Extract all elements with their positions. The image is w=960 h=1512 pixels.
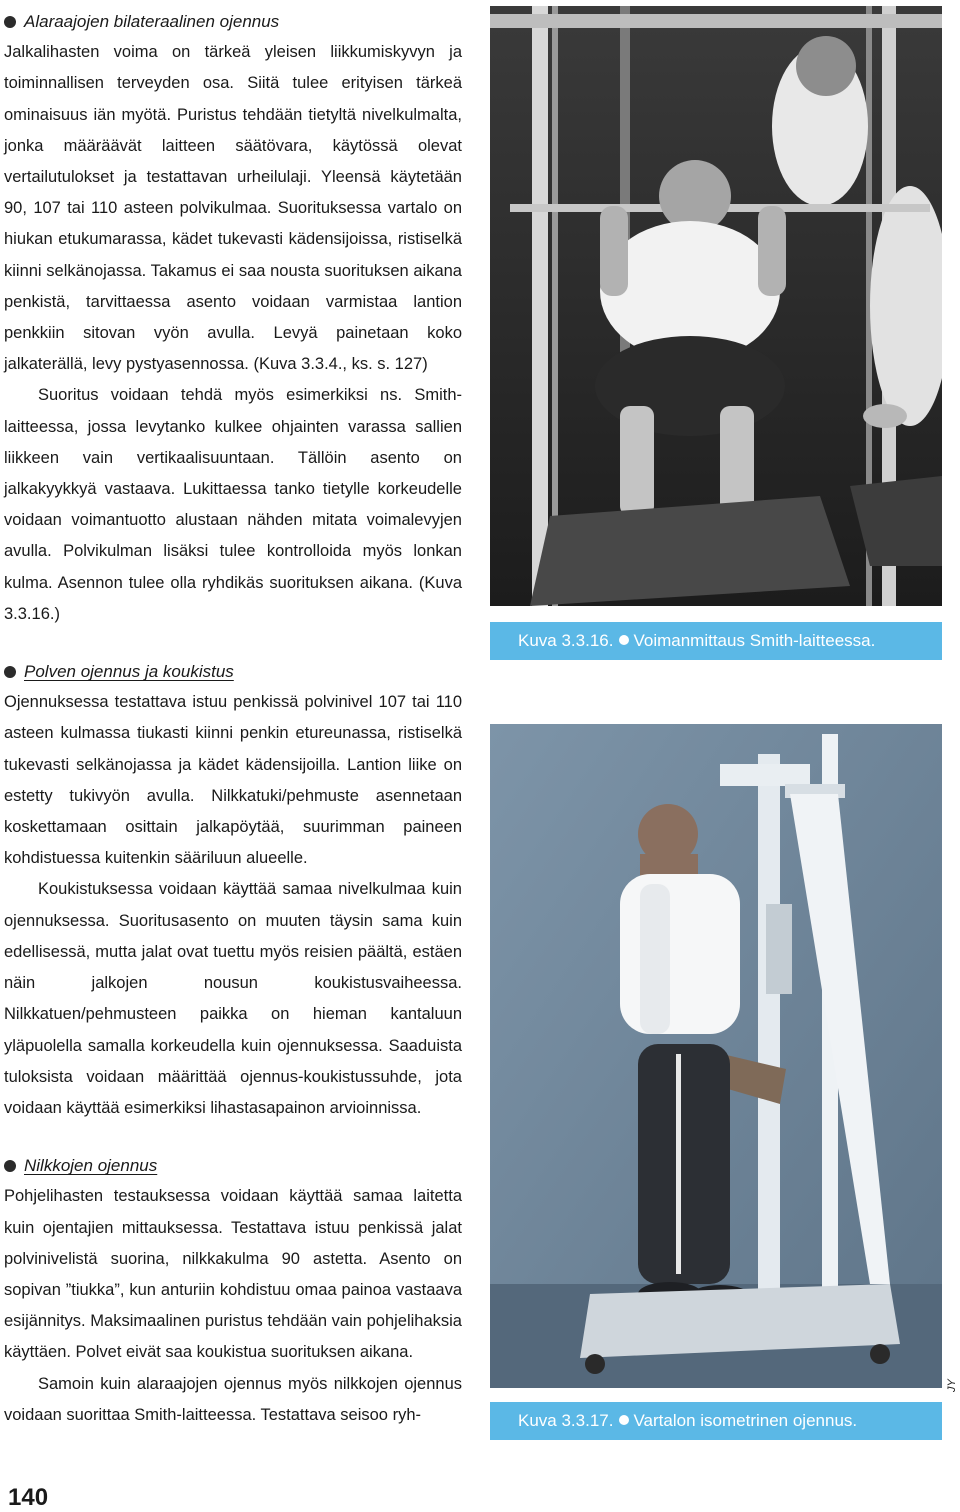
bullet-icon	[619, 1415, 629, 1425]
bullet-icon	[619, 635, 629, 645]
bullet-icon	[4, 16, 16, 28]
photo-smith-machine	[490, 6, 942, 606]
figure-caption: Kuva 3.3.17. Vartalon isometrinen ojennus.	[490, 1402, 942, 1440]
photo-trunk-extension	[490, 724, 942, 1388]
section-bilateral-extension	[4, 6, 462, 630]
paragraph: Samoin kuin alaraajojen ojennus myös nilkkojen ojennus voidaan suorittaa Smith-laitteessa. Testattava seisoo ryh-	[4, 1374, 462, 1424]
page-number: 140	[8, 1484, 49, 1511]
section-heading: Polven ojennus ja koukistus	[4, 656, 462, 687]
paragraph: Pohjelihasten testauksessa voidaan käyttää samaa laitetta kuin ojentajien mittauksessa. Testattava istuu penkissä jalat polvinivelistä suorina, nilkkakulma 90 astetta. Asento on sopivan ”tiukka”, kun anturiin kohdistuu omaa painoa vastaava esijännitys. Maksimaalinen puristus tehdään vain pohjelihaksia käyttäen. Polvet eivät saa koukistua suorituksen aikana.	[4, 1187, 462, 1362]
paragraph: Jalkalihasten voima on tärkeä yleisen liikkumiskyvyn ja toiminnallisen terveyden osa. Siitä tulee erityisen tärkeä ominaisuus iän myötä. Puristus tehdään tietyltä nivelkulmalta, jonka määräävät laitteen säätövara, käytössä olevat vertailutulokset ja testattavan urheilulaji. Yleensä käytetään 90, 107 tai 110 asteen polvikulmaa. Suorituksessa vartalo on hiukan etukumarassa, kädet tukevasti kädensijoissa, ristiselkä kiinni selkänojassa. Takamus ei saa nousta suorituksen aikana penkistä, tarvittaessa asento voidaan varmistaa lantion penkkiin sitovan vyön avulla. Levyä painetaan koko jalkaterällä, levy pystyasennossa. (Kuva 3.3.4., ks. s. 127)	[4, 43, 462, 374]
paragraph: Koukistuksessa voidaan käyttää samaa nivelkulmaa kuin ojennuksessa. Suoritusasento on muuten täysin sama kuin edellisessä, mutta jalat ovat tuettu myös reisien päältä, estäen näin jalkojen nousun koukistusvaiheessa. Nilkkatuen/pehmusteen paikka on hieman kantaluun yläpuolella samalla korkeudella kuin ojennuksessa. Saaduista tuloksista voidaan määrittää ojennus-koukistussuhde, jota voidaan käyttää esimerkiksi lihastasapainon arvioinnissa.	[4, 880, 462, 1117]
bullet-icon	[4, 1160, 16, 1172]
paragraph: Suoritus voidaan tehdä myös esimerkiksi ns. Smith-laitteessa, jossa levytanko kulkee ohjainten varassa sallien liikkeen vain vertikaalisuuntaan. Tällöin asento on jalkakyykkyä vastaava. Lukittaessa tanko tietylle korkeudelle voidaan voimantuotto alustaan nähden mitata voimalevyjen avulla. Polvikulman lisäksi tulee kontrolloida myös lonkan kulma. Asennon tulee olla ryhdikäs suorituksen aikana. (Kuva 3.3.16.)	[4, 386, 462, 623]
figure-caption: Kuva 3.3.16. Voimanmittaus Smith-laitteessa.	[490, 622, 942, 660]
section-heading: Nilkkojen ojennus	[4, 1150, 462, 1181]
photo-credit: JY	[946, 1379, 958, 1392]
section-knee-extension	[4, 656, 462, 1124]
paragraph: Ojennuksessa testattava istuu penkissä polvinivel 107 tai 110 asteen kulmassa tiukasti kiinni penkin etureunassa, ristiselkä tukevasti selkänojassa ja kädet kädensijoilla. Lantion liike on estetty tukivyön avulla. Nilkkatuki/pehmuste asennetaan koskettamaan osittain jalkapöytää, suurimman paineen kohdistuessa kuitenkin sääriluun alueelle.	[4, 693, 462, 868]
bullet-icon	[4, 666, 16, 678]
section-ankle-extension	[4, 1150, 462, 1431]
text-column	[4, 6, 462, 1431]
section-heading: Alaraajojen bilateraalinen ojennus	[4, 6, 462, 37]
